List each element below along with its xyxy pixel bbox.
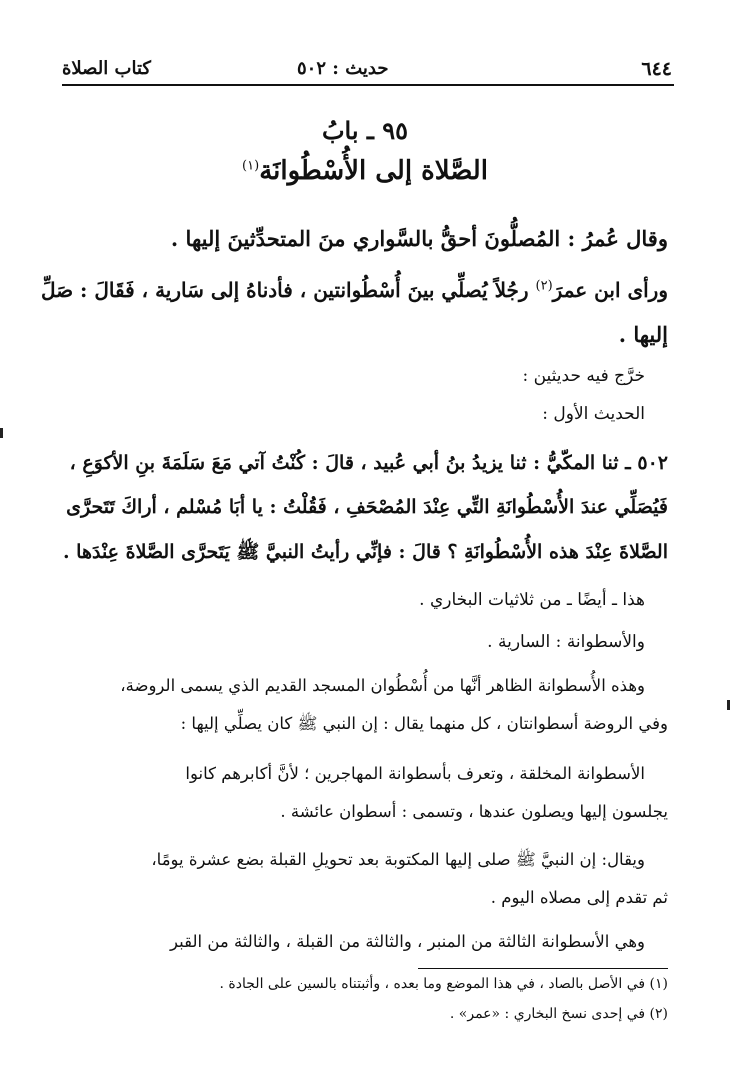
header-hadith-number: حديث : ٥٠٢ <box>297 58 389 79</box>
hadith-502-line-3: الصَّلاةَ عِنْدَ هذه الأُسْطُوانَةِ ؟ قالَ : فإنِّي رأيتُ النبيَّ ﷺ يَتَحرَّى الصَّلاةَ عِنْدَها . <box>62 541 668 563</box>
footnote-rule <box>418 968 668 969</box>
para1-line2: وفي الروضة أسطوانتان ، كل منهما يقال : إن النبي ﷺ كان يصلِّي إليها : <box>180 714 668 733</box>
para1-line1: وهذه الأُسطوانة الظاهر أنَّها من أُسْطُوان المسجد القديم الذي يسمى الروضة، <box>120 676 645 695</box>
page-number: ٦٤٤ <box>641 58 672 80</box>
para2-line2: يجلسون إليها ويصلون عندها ، وتسمى : أسطوان عائشة . <box>280 802 668 821</box>
margin-mark-left <box>0 428 3 438</box>
hadith-502-line-2: فَيُصَلِّي عندَ الأُسْطُوانَةِ التِّي عِنْدَ المُصْحَفِ ، فَقُلْتُ : يا أبَا مُسْلم ، أراكَ تَتَحرَّى <box>66 496 668 518</box>
para2-line1: الأسطوانة المخلقة ، وتعرف بأسطوانة المهاجرين ؛ لأنَّ أكابرهم كانوا <box>185 764 645 783</box>
footnote-ref-1: (١) <box>242 158 260 174</box>
ibn-umar-text-b: رجُلاً يُصلِّي بينَ أُسْطُوانتين ، فأدناهُ إلى سَارية ، فَقَالَ : صَلِّ <box>40 278 536 302</box>
para4-line1: وهي الأسطوانة الثالثة من المنبر ، والثالثة من القبلة ، والثالثة من القبر <box>170 932 645 951</box>
ustuwana-definition: والأسطوانة : السارية . <box>487 632 645 652</box>
footnote-2: (٢) في إحدى نسخ البخاري : «عمر» . <box>449 1006 668 1022</box>
thulathiyyat-note: هذا ـ أيضًا ـ من ثلاثيات البخاري . <box>419 590 645 610</box>
ibn-umar-statement-line-1 <box>41 278 668 302</box>
hadith-502-line-1: ٥٠٢ ـ ثنا المكّيُّ : ثنا يزيدُ بنُ أبي عُبيد ، قالَ : كُنْتُ آتي مَعَ سَلَمَةَ بنِ الأكوَعِ ، <box>69 452 668 474</box>
para3-line1: ويقال: إن النبيَّ ﷺ صلى إليها المكتوبة بعد تحويلِ القبلة بضع عشرة يومًا، <box>151 850 645 869</box>
kharraja-line: خرَّج فيه حديثين : <box>522 366 645 386</box>
umar-statement: وقال عُمرُ : المُصلُّونَ أحقُّ بالسَّواري منَ المتحدِّثينَ إليها . <box>170 226 668 251</box>
first-hadith-label: الحديث الأول : <box>542 404 645 424</box>
para3-line2: ثم تقدم إلى مصلاه اليوم . <box>490 888 668 907</box>
header-book-title: كتاب الصلاة <box>62 58 151 79</box>
footnote-ref-2: (٢) <box>535 278 553 294</box>
footnote-1: (١) في الأصل بالصاد ، في هذا الموضع وما بعده ، وأثبتناه بالسين على الجادة . <box>219 976 668 992</box>
running-header <box>62 52 672 82</box>
chapter-title-text: الصَّلاة إلى الأُسْطُوانَة <box>259 156 488 186</box>
ibn-umar-statement-line-2: إليها . <box>618 322 668 347</box>
ibn-umar-text-a: ورأى ابن عمرَ <box>552 278 668 302</box>
chapter-title <box>0 156 730 186</box>
chapter-number: ٩٥ ـ بابُ <box>321 116 409 145</box>
header-rule <box>62 84 674 86</box>
